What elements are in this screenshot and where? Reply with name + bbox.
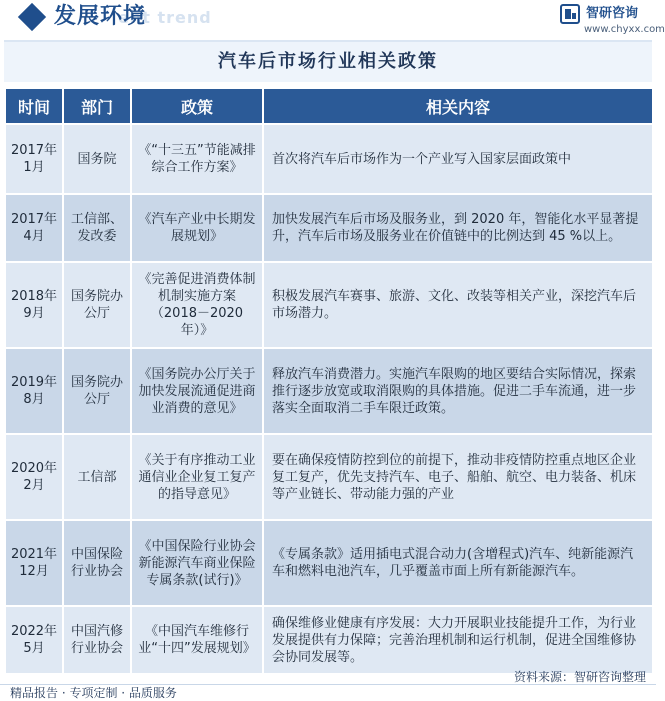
cell-time: 2018年9月 xyxy=(5,262,63,348)
cell-dept: 国务院办公厅 xyxy=(63,348,131,434)
table-title: 汽车后市场行业相关政策 xyxy=(218,51,438,72)
cell-dept: 国务院 xyxy=(63,124,131,194)
cell-time: 2017年1月 xyxy=(5,124,63,194)
cell-content: 确保维修业健康有序发展：大力开展职业技能提升工作，为行业发展提供有力保障；完善治理机制和运行机制，促进全国维修协会协同发展等。 xyxy=(263,606,653,674)
cell-dept: 国务院办公厅 xyxy=(63,262,131,348)
table-header-row xyxy=(5,88,653,124)
table-title-bar xyxy=(4,40,652,82)
cell-time: 2022年5月 xyxy=(5,606,63,674)
table-row xyxy=(5,348,653,434)
cell-policy: 《完善促进消费体制机制实施方案（2018－2020年）》 xyxy=(131,262,263,348)
cell-policy: 《中国汽车维修行业“十四”发展规划》 xyxy=(131,606,263,674)
column-header-content: 相关内容 xyxy=(263,88,653,124)
table-row xyxy=(5,194,653,262)
column-header-dept: 部门 xyxy=(63,88,131,124)
brand-name: 智研咨询 xyxy=(586,6,639,21)
table-row xyxy=(5,606,653,674)
section-title-en: ent trend xyxy=(118,8,212,27)
column-header-time: 时间 xyxy=(5,88,63,124)
services-tagline: 精品报告 · 专项定制 · 品质服务 xyxy=(10,686,177,700)
brand-logo-icon xyxy=(560,4,580,24)
cell-dept: 工信部 xyxy=(63,434,131,520)
cell-time: 2017年4月 xyxy=(5,194,63,262)
table-row xyxy=(5,124,653,194)
brand xyxy=(560,4,638,24)
page-header xyxy=(0,0,665,40)
cell-content: 要在确保疫情防控到位的前提下，推动非疫情防控重点地区企业复工复产，优先支持汽车、电子、船舶、航空、电力装备、机床等产业链长、带动能力强的产业 xyxy=(263,434,653,520)
cell-dept: 工信部、发改委 xyxy=(63,194,131,262)
table-row xyxy=(5,434,653,520)
table-row xyxy=(5,262,653,348)
cell-time: 2019年8月 xyxy=(5,348,63,434)
cell-policy: 《汽车产业中长期发展规划》 xyxy=(131,194,263,262)
section-title: 发展环境 xyxy=(54,4,147,29)
source-note: 资料来源：智研咨询整理 xyxy=(513,670,646,684)
policy-table xyxy=(4,87,654,675)
cell-dept: 中国汽修行业协会 xyxy=(63,606,131,674)
cell-time: 2021年12月 xyxy=(5,520,63,606)
cell-content: 首次将汽车后市场作为一个产业写入国家层面政策中 xyxy=(263,124,653,194)
brand-url: www.chyxx.com xyxy=(584,24,665,35)
cell-content: 释放汽车消费潜力。实施汽车限购的地区要结合实际情况，探索推行逐步放宽或取消限购的具体措施。促进二手车流通，进一步落实全面取消二手车限迁政策。 xyxy=(263,348,653,434)
cell-policy: 《国务院办公厅关于加快发展流通促进商业消费的意见》 xyxy=(131,348,263,434)
diamond-icon xyxy=(18,3,46,31)
cell-time: 2020年2月 xyxy=(5,434,63,520)
cell-policy: 《中国保险行业协会新能源汽车商业保险专属条款(试行)》 xyxy=(131,520,263,606)
table-row xyxy=(5,520,653,606)
cell-content: 《专属条款》适用插电式混合动力(含增程式)汽车、纯新能源汽车和燃料电池汽车，几乎覆盖市面上所有新能源汽车。 xyxy=(263,520,653,606)
cell-dept: 中国保险行业协会 xyxy=(63,520,131,606)
cell-content: 加快发展汽车后市场及服务业，到 2020 年，智能化水平显著提升，汽车后市场及服务业在价值链中的比例达到 45 %以上。 xyxy=(263,194,653,262)
cell-content: 积极发展汽车赛事、旅游、文化、改装等相关产业，深挖汽车后市场潜力。 xyxy=(263,262,653,348)
cell-policy: 《“十三五”节能减排综合工作方案》 xyxy=(131,124,263,194)
cell-policy: 《关于有序推动工业通信业企业复工复产的指导意见》 xyxy=(131,434,263,520)
column-header-policy: 政策 xyxy=(131,88,263,124)
footer-divider xyxy=(0,684,656,685)
